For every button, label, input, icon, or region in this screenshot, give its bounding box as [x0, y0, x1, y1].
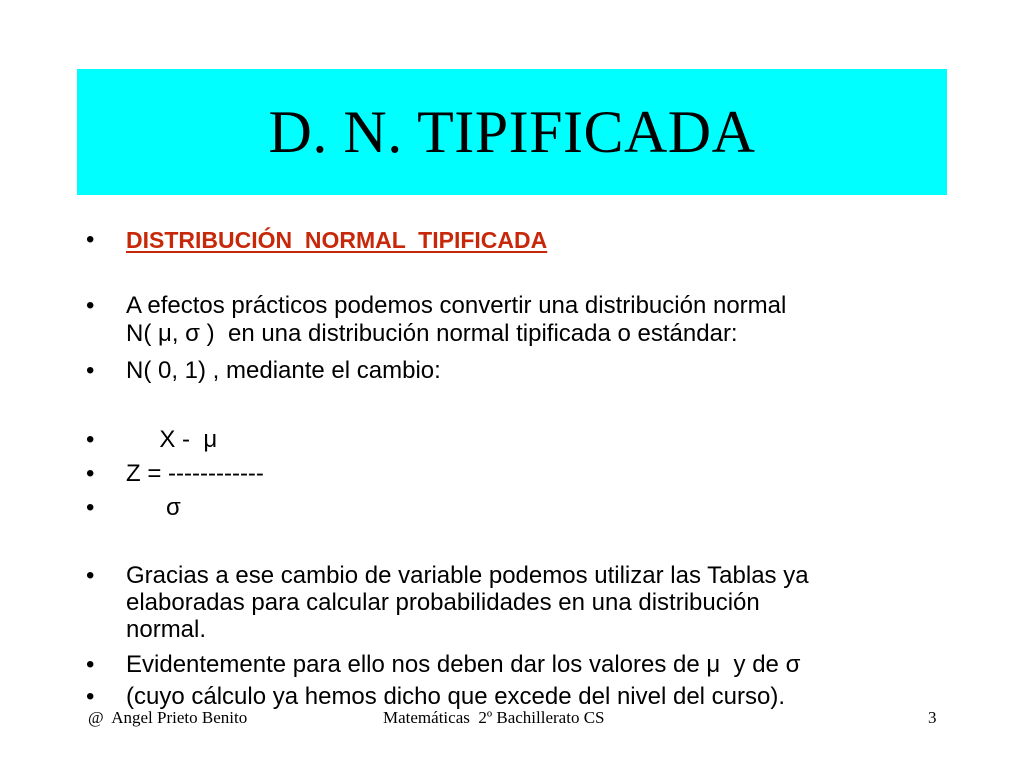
bullet-icon: • [86, 292, 95, 319]
section-heading: DISTRIBUCIÓN NORMAL TIPIFICADA [126, 227, 548, 253]
bullet-icon: • [86, 426, 95, 453]
formula-main: Z = ------------ [126, 460, 264, 487]
bullet-icon: • [86, 460, 95, 487]
paragraph-5: (cuyo cálculo ya hemos dicho que excede del nivel del curso). [126, 683, 786, 710]
footer-page-number: 3 [928, 708, 937, 727]
paragraph-2: N( 0, 1) , mediante el cambio: [126, 357, 441, 384]
footer-course: Matemáticas 2º Bachillerato CS [383, 708, 605, 727]
paragraph-3-line-1: Gracias a ese cambio de variable podemos utilizar las Tablas ya [126, 562, 809, 589]
bullet-icon: • [86, 683, 95, 710]
footer-author: @ Angel Prieto Benito [88, 708, 248, 727]
bullet-icon: • [86, 651, 95, 678]
formula-numerator: X - μ [126, 426, 218, 453]
bullet-icon: • [86, 562, 95, 589]
paragraph-1-line-1: A efectos prácticos podemos convertir una distribución normal [126, 292, 787, 319]
formula-denominator: σ [126, 494, 181, 521]
paragraph-3-line-2: elaboradas para calcular probabilidades en una distribución [126, 589, 760, 616]
paragraph-3-line-3: normal. [126, 616, 207, 643]
paragraph-1-line-2: N( μ, σ ) en una distribución normal tipificada o estándar: [126, 320, 738, 347]
bullet-icon: • [86, 226, 95, 253]
bullet-icon: • [86, 357, 95, 384]
slide-title: D. N. TIPIFICADA [268, 99, 756, 165]
bullet-icon: • [86, 494, 95, 521]
paragraph-4: Evidentemente para ello nos deben dar los valores de μ y de σ [126, 651, 801, 678]
